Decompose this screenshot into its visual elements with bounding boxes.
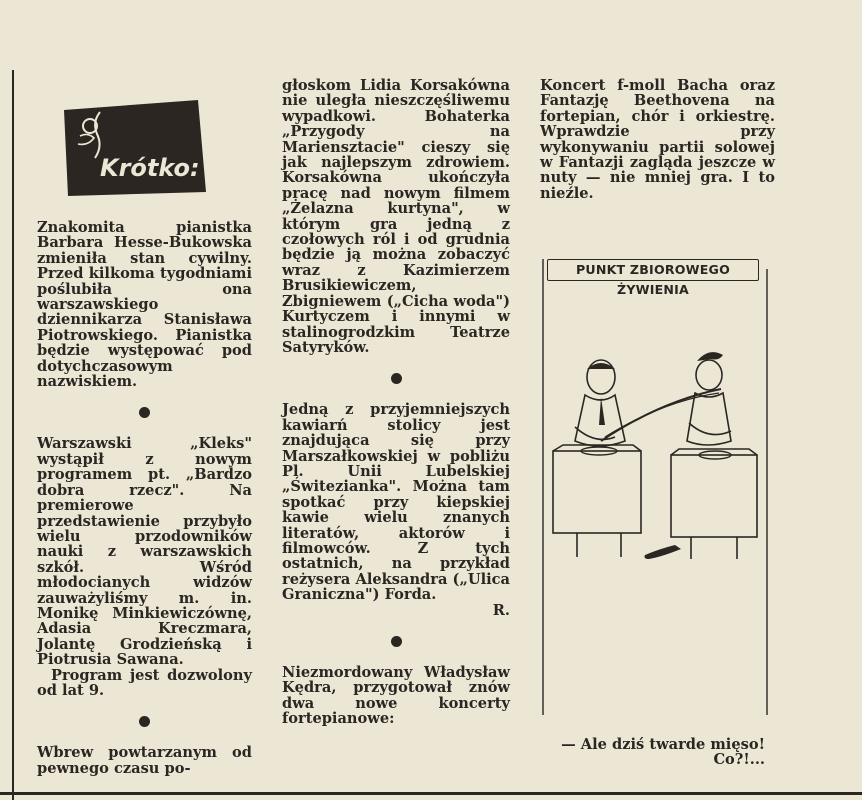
- separator-bullet: [391, 373, 402, 384]
- bottom-rule: [0, 792, 862, 795]
- article-kedra: Niezmordowany Władysław Kędra, przygotował znów dwa nowe koncerty fortepianowe:: [282, 664, 510, 728]
- krotko-logo: [60, 96, 210, 200]
- article-kleks-age: Program jest dozwolony od lat 9.: [37, 666, 252, 699]
- logo-text: Krótko:: [100, 154, 200, 182]
- cartoon-caption: — Ale dziś twarde mięso! Co?!...: [561, 736, 765, 769]
- separator-bullet: [139, 407, 150, 418]
- separator-bullet: [139, 716, 150, 727]
- article-pianist: Znakomita pianistka Barbara Hesse-Bukowska zmieniła stan cywilny. Przed kilkoma tygodniami poślubiła ona warszawskiego dziennikarza Stanisława Piotrowskiego. Pianistka będzie występować pod dotychczasowym nazwiskiem.: [37, 219, 252, 391]
- article-kleks: Warszawski „Kleks" wystąpił z nowym programem pt. „Bardzo dobra rzecz". Na premierowe przedstawienie przybyło wielu przodowników nauki z warszawskich szkół. Wśród młodocianych widzów zauważyliśmy m. in. Monikę Minkiewiczównę, Adasia Kreczmara, Jolantę Grodzieńską i Piotrusia Sawana.: [37, 435, 252, 669]
- cartoon-title: PUNKT ZBIOROWEGO ŻYWIENIA: [547, 259, 759, 281]
- column-1: [37, 220, 252, 776]
- krotko-logo-graphic: [60, 96, 210, 200]
- left-column-rule: [12, 70, 14, 800]
- column-3: [540, 78, 775, 201]
- article-swietezianka: Jedną z przyjemniejszych kawiarń stolicy jest znajdująca się przy Marszałkowskiej w pobliżu Pl. Unii Lubelskiej „Świtezianka". Można tam spotkać przy kiepskiej kawie wielu znanych literatów, aktorów i filmowców. Z tych ostatnich, na przykład reżysera Aleksandra („Ulica Graniczna") Forda.: [282, 401, 510, 604]
- separator-bullet: [391, 636, 402, 647]
- article-korsakowna-start: Wbrew powtarzanym od pewnego czasu po-: [37, 744, 252, 777]
- signature: R.: [492, 601, 510, 619]
- cartoon-drawing: [541, 255, 769, 725]
- article-kedra-continued: Koncert f-moll Bacha oraz Fantazję Beethovena na fortepian, chór i orkiestrę. Wprawdzie przy wykonywaniu partii solowej w Fantazji zagląda jeszcze w nuty — nie mniej gra. I to nieźle.: [540, 77, 775, 202]
- column-2: [282, 78, 510, 727]
- cartoon: [541, 255, 769, 775]
- article-korsakowna: głoskom Lidia Korsakówna nie uległa nieszczęśliwemu wypadkowi. Bohaterka „Przygody na Mariensztacie" cieszy się jak najlepszym zdrowiem. Korsakówna ukończyła pracę nad nowym filmem „Żelazna kurtyna", w którym gra jedną z czołowych ról i od grudnia będzie ją można zobaczyć wraz z Kazimierzem Brusikiewiczem, Zbigniewem („Cicha woda") Kurtyczem i innymi w stalinogrodzkim Teatrze Satyryków.: [282, 77, 510, 356]
